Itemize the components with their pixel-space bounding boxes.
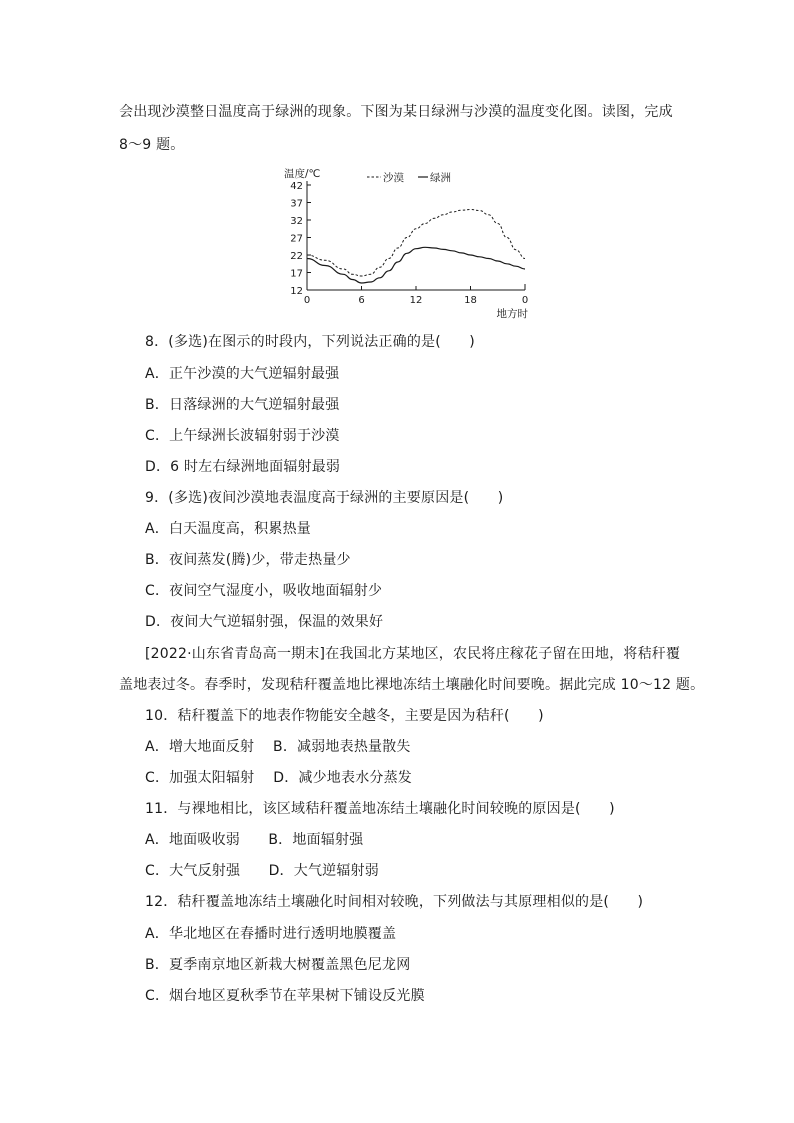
- question-line: A．华北地区在春播时进行透明地膜覆盖: [145, 926, 397, 942]
- x-tick-label: 6: [358, 295, 365, 306]
- x-tick-label: 0: [303, 295, 311, 306]
- question-line: 10．秸秆覆盖下的地表作物能安全越冬，主要是因为秸秆( ): [145, 708, 544, 724]
- question-line: A．白天温度高，积累热量: [145, 521, 311, 537]
- y-axis-label: 温度/℃: [284, 168, 321, 180]
- question-line: 9．(多选)夜间沙漠地表温度高于绿洲的主要原因是( ): [145, 490, 504, 506]
- question-line: D．6 时左右绿洲地面辐射最弱: [145, 459, 341, 475]
- y-tick-label: 22: [290, 251, 303, 262]
- y-tick-label: 32: [290, 216, 303, 227]
- question-line: B．日落绿洲的大气逆辐射最强: [145, 397, 340, 413]
- question-line: C．烟台地区夏秋季节在苹果树下铺设反光膜: [145, 988, 425, 1004]
- question-line: D．夜间大气逆辐射强，保温的效果好: [145, 614, 384, 630]
- question-line: A．地面吸收弱 B．地面辐射强: [145, 832, 364, 848]
- question-line: 8．(多选)在图示的时段内，下列说法正确的是( ): [145, 334, 475, 350]
- question-line: B．夏季南京地区新栽大树覆盖黑色尼龙网: [145, 957, 411, 973]
- x-axis-label: 地方时: [496, 308, 528, 320]
- question-line: C．夜间空气湿度小，吸收地面辐射少: [145, 583, 383, 599]
- question-line: C．大气反射强 D．大气逆辐射弱: [145, 863, 379, 879]
- question-line: [2022·山东省青岛高一期末]在我国北方某地区，农民将庄稼花子留在田地，将秸秆覆: [145, 646, 681, 662]
- intro-line-1: 会出现沙漠整日温度高于绿洲的现象。下图为某日绿洲与沙漠的温度变化图。读图，完成: [119, 104, 673, 120]
- legend-oasis-label: 绿洲: [430, 172, 451, 184]
- question-line: C．加强太阳辐射 D．减少地表水分蒸发: [145, 770, 413, 786]
- temperature-chart: [282, 165, 542, 325]
- y-tick-label: 37: [290, 198, 303, 210]
- x-tick-label: 0: [521, 295, 529, 306]
- question-line: A．正午沙漠的大气逆辐射最强: [145, 366, 340, 382]
- question-line: C．上午绿洲长波辐射弱于沙漠: [145, 428, 340, 444]
- question-line: A．增大地面反射 B．减弱地表热量散失: [145, 739, 411, 755]
- question-line: B．夜间蒸发(腾)少，带走热量少: [145, 552, 351, 568]
- oasis-series-line: [307, 247, 525, 283]
- question-line: 盖地表过冬。春季时，发现秸秆覆盖地比裸地冻结土壤融化时间要晚。据此完成 10～12 题。: [119, 677, 705, 693]
- intro-line-2: 8～9 题。: [119, 137, 185, 153]
- y-tick-label: 17: [290, 268, 303, 280]
- y-tick-label: 27: [290, 233, 303, 245]
- question-line: 12．秸秆覆盖地冻结土壤融化时间相对较晚，下列做法与其原理相似的是( ): [145, 894, 644, 910]
- desert-series-line: [307, 210, 525, 277]
- question-line: 11．与裸地相比，该区域秸秆覆盖地冻结土壤融化时间较晚的原因是( ): [145, 801, 615, 817]
- y-tick-label: 42: [290, 181, 303, 192]
- legend-desert-label: 沙漠: [383, 172, 404, 184]
- y-tick-label: 12: [290, 286, 303, 297]
- x-tick-label: 18: [464, 295, 477, 306]
- x-tick-label: 12: [409, 295, 423, 306]
